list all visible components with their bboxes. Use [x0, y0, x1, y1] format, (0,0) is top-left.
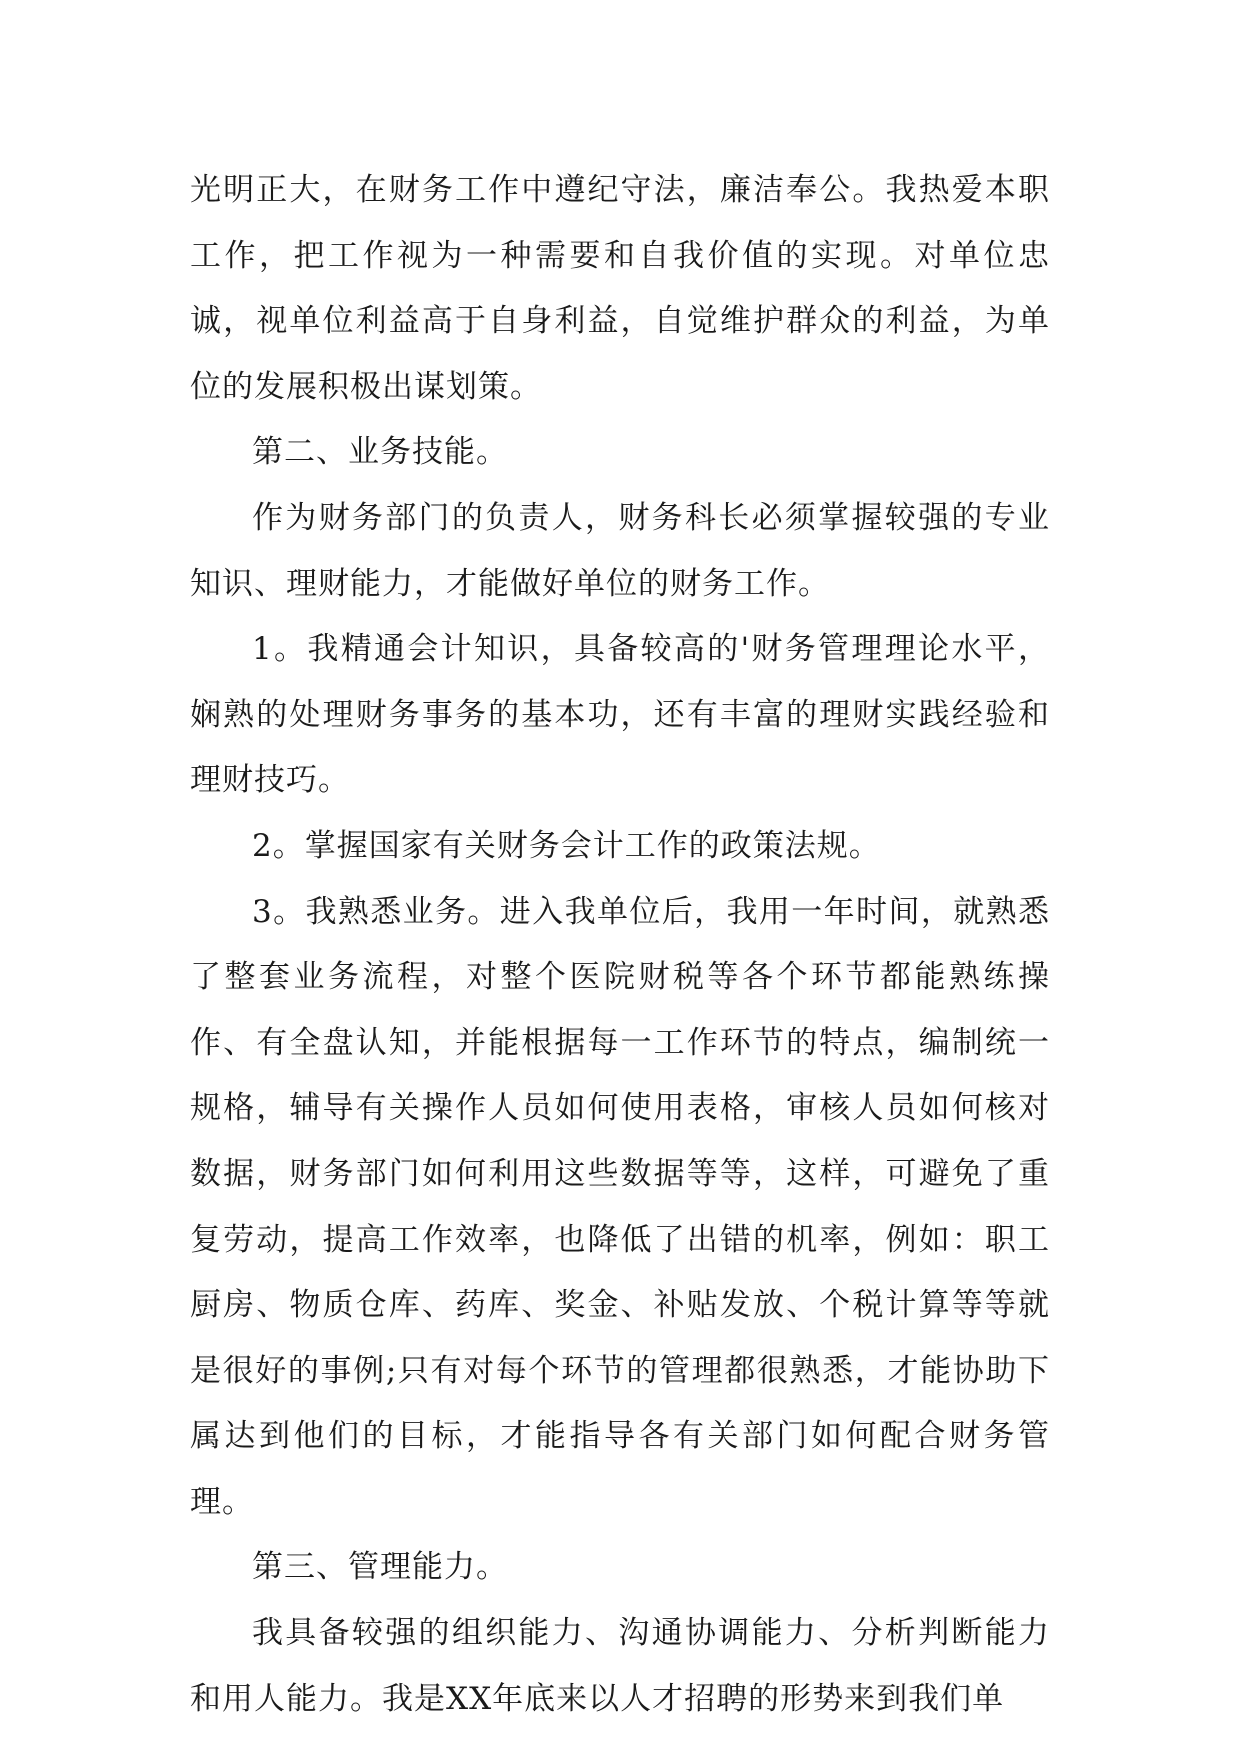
paragraph-8: 我具备较强的组织能力、沟通协调能力、分析判断能力和用人能力。我是XX年底来以人才招聘的形势来到我们单	[190, 1615, 1050, 1717]
paragraph-4: 1。我精通会计知识，具备较高的'财务管理理论水平，娴熟的处理财务事务的基本功，还有丰富的理财实践经验和理财技巧。	[190, 631, 1050, 799]
paragraph-3: 作为财务部门的负责人，财务科长必须掌握较强的专业知识、理财能力，才能做好单位的财务工作。	[190, 499, 1050, 602]
paragraph-7-heading: 第三、管理能力。	[252, 1549, 508, 1586]
paragraph-1: 光明正大，在财务工作中遵纪守法，廉洁奉公。我热爱本职工作，把工作视为一种需要和自我价值的实现。对单位忠诚，视单位利益高于自身利益，自觉维护群众的利益，为单位的发展积极出谋划策。	[190, 172, 1050, 405]
document-body	[190, 158, 1050, 1732]
paragraph-5: 2。掌握国家有关财务会计工作的政策法规。	[252, 827, 881, 864]
paragraph-6: 3。我熟悉业务。进入我单位后，我用一年时间，就熟悉了整套业务流程，对整个医院财税等各个环节都能熟练操作、有全盘认知，并能根据每一工作环节的特点，编制统一规格，辅导有关操作人员如何使用表格，审核人员如何核对数据，财务部门如何利用这些数据等等，这样，可避免了重复劳动，提高工作效率，也降低了出错的机率，例如：职工厨房、物质仓库、药库、奖金、补贴发放、个税计算等等就是很好的事例;只有对每个环节的管理都很熟悉，才能协助下属达到他们的目标，才能指导各有关部门如何配合财务管理。	[190, 893, 1050, 1520]
paragraph-2-heading: 第二、业务技能。	[252, 434, 508, 471]
